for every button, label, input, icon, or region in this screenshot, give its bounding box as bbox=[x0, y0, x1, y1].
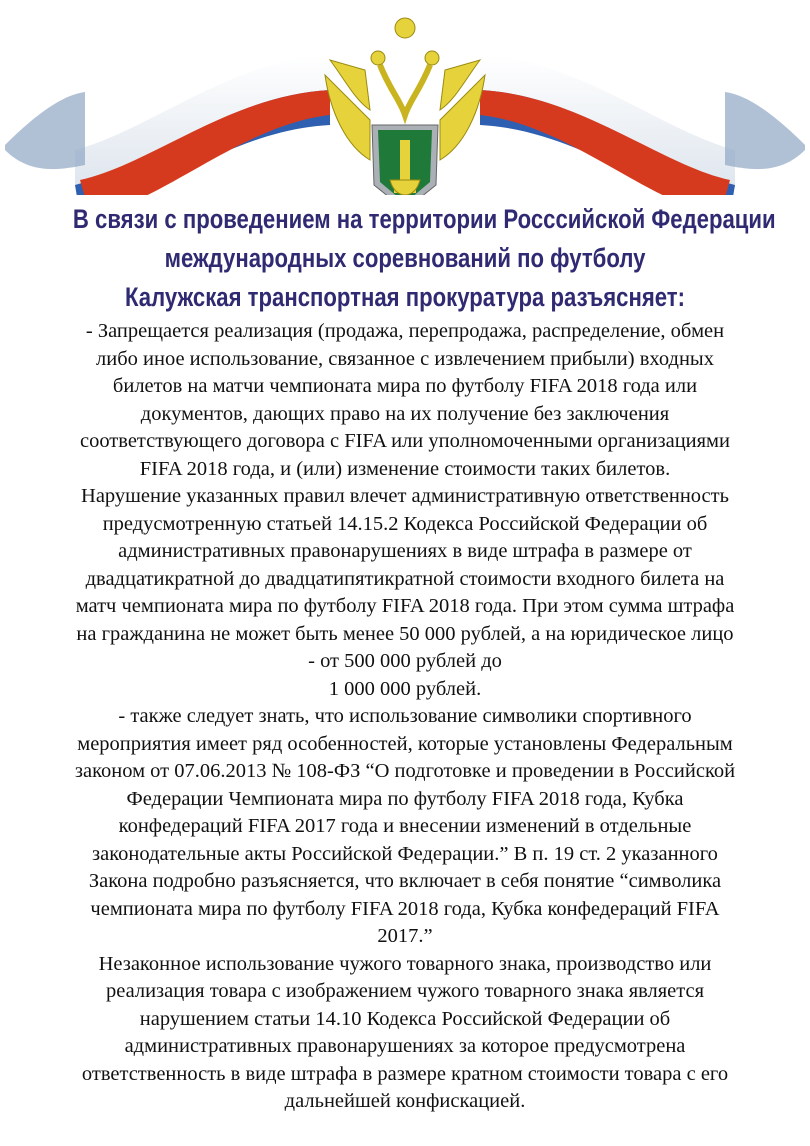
body-line: административных правонарушениях за которое предусмотрена bbox=[124, 1035, 686, 1057]
body-line: матч чемпионата мира по футболу FIFA 2018 года. При этом сумма штрафа bbox=[75, 595, 735, 617]
flag-ribbon-with-emblem bbox=[0, 0, 810, 195]
body-line: - Запрещается реализация (продажа, перепродажа, распределение, обмен bbox=[85, 320, 725, 342]
body-line: Нарушение указанных правил влечет административную ответственность bbox=[81, 485, 729, 507]
body-line: либо иное использование, связанное с извлечением прибыли) входных bbox=[96, 347, 714, 370]
body-line: документов, дающих право на их получение без заключения bbox=[140, 402, 670, 425]
body-line: административных правонарушениях в виде штрафа в размере от bbox=[118, 540, 692, 562]
body-line: реализация товара с изображением чужого товарного знака является bbox=[105, 980, 705, 1002]
prosecutor-emblem-icon bbox=[325, 18, 485, 195]
body-line: Незаконное использование чужого товарного знака, производство или bbox=[98, 952, 712, 975]
body-line: на гражданина не может быть менее 50 000 рублей, а на юридическое лицо bbox=[76, 622, 734, 645]
body-line: двадцатикратной до двадцатипятикратной стоимости входного билета на bbox=[85, 567, 725, 590]
body-line: FIFA 2018 года, и (или) изменение стоимости таких билетов. bbox=[139, 457, 671, 480]
body-line: законом от 07.06.2013 № 108-ФЗ “О подготовке и проведении в Российской bbox=[74, 760, 736, 782]
ribbon-right bbox=[480, 55, 805, 195]
ribbon-left bbox=[0, 55, 330, 195]
body-line: конфедераций FIFA 2017 года и внесении изменений в отдельные bbox=[118, 815, 692, 837]
body-line: 2017.” bbox=[377, 925, 433, 947]
body-line: законодательные акты Российской Федерации.” В п. 19 ст. 2 указанного bbox=[92, 842, 718, 865]
body-line: чемпионата мира по футболу FIFA 2018 года, Кубка конфедераций FIFA bbox=[90, 897, 720, 920]
title-line: международных соревнований по футболу bbox=[164, 243, 646, 273]
page-title bbox=[0, 200, 810, 317]
title-line: Калужская транспортная прокуратура разъясняет: bbox=[125, 282, 685, 312]
body-line: - от 500 000 рублей до bbox=[308, 650, 502, 672]
body-text bbox=[0, 318, 810, 1116]
body-line: соответствующего договора с FIFA или уполномоченными организациями bbox=[79, 430, 731, 452]
body-line: ответственность в виде штрафа в размере кратном стоимости товара с его bbox=[81, 1062, 729, 1085]
body-line: дальнейшей конфискацией. bbox=[284, 1090, 526, 1112]
body-line: 1 000 000 рублей. bbox=[328, 677, 482, 700]
body-line: предусмотренную статьей 14.15.2 Кодекса Российской Федерации об bbox=[102, 512, 708, 535]
body-line: билетов на матчи чемпионата мира по футболу FIFA 2018 года или bbox=[112, 375, 698, 397]
body-line: Закона подробно разъясняется, что включает в себя понятие “символика bbox=[88, 870, 722, 892]
body-line: нарушением статьи 14.10 Кодекса Российской Федерации об bbox=[139, 1007, 671, 1030]
body-line: - также следует знать, что использование символики спортивного bbox=[118, 705, 692, 727]
title-line: В связи с проведением на территории Росссийской Федерации bbox=[72, 204, 776, 234]
body-line: мероприятия имеет ряд особенностей, которые установлены Федеральным bbox=[77, 732, 733, 755]
body-line: Федерации Чемпионата мира по футболу FIFA 2018 года, Кубка bbox=[126, 787, 684, 810]
